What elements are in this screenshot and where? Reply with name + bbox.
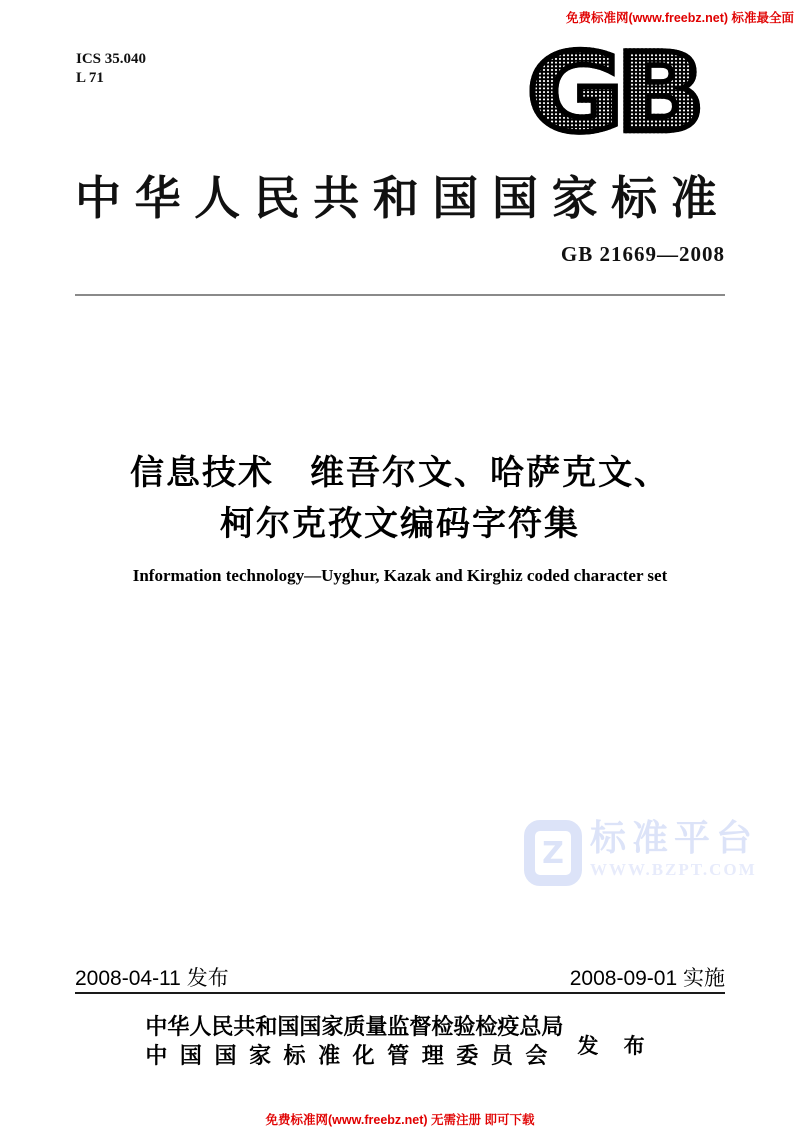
issue-date: 2008-04-11 发布 xyxy=(75,967,229,990)
ics-code: ICS 35.040 xyxy=(76,51,147,67)
publish-label: 发 布 xyxy=(577,1034,655,1058)
ics-block xyxy=(76,50,146,88)
document-title xyxy=(0,448,800,550)
classification-code: L 71 xyxy=(76,70,104,86)
document-title-line1: 信息技术 维吾尔文、哈萨克文、 xyxy=(130,454,670,492)
bzpt-watermark xyxy=(524,816,758,886)
national-standard-heading: 中华人民共和国国家标准 xyxy=(75,173,725,224)
bzpt-watermark-url: WWW.BZPT.COM xyxy=(590,860,757,879)
footer-rule xyxy=(75,992,725,994)
gb-logo: GB xyxy=(522,42,702,143)
document-title-line2: 柯尔克孜文编码字符集 xyxy=(220,505,580,543)
freebz-top-notice: 免费标准网(www.freebz.net) 标准最全面 xyxy=(565,11,794,25)
dates-row xyxy=(75,962,725,992)
header-rule xyxy=(75,294,725,296)
bzpt-watermark-text xyxy=(590,816,758,880)
publisher-line1: 中华人民共和国国家质量监督检验检疫总局 xyxy=(145,1014,564,1039)
publisher-block xyxy=(0,1012,800,1070)
document-title-english: Information technology—Uyghur, Kazak and Kirghiz coded character set xyxy=(132,566,668,585)
bzpt-watermark-name: 标准平台 xyxy=(590,817,759,858)
standard-number: GB 21669—2008 xyxy=(560,242,725,266)
freebz-bottom-notice: 免费标准网(www.freebz.net) 无需注册 即可下载 xyxy=(265,1113,535,1127)
publisher-lines xyxy=(145,1012,564,1070)
bzpt-logo-icon: Z xyxy=(524,820,582,886)
implement-date: 2008-09-01 实施 xyxy=(569,967,725,990)
publisher-line2: 中国国家标准化管理委员会 xyxy=(145,1043,548,1068)
